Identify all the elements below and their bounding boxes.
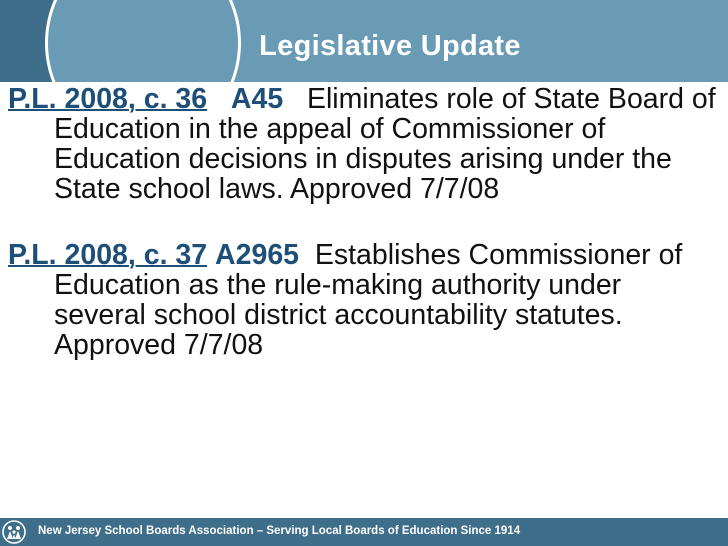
slide-title: Legislative Update xyxy=(259,30,521,62)
bill-number-2: A2965 xyxy=(215,239,300,271)
footer-text: New Jersey School Boards Association – Serving Local Boards of Education Since 1914 xyxy=(38,525,521,537)
legislation-entry-2 xyxy=(8,240,720,360)
slide-content xyxy=(8,84,720,396)
family-logo-icon xyxy=(2,520,26,544)
bill-number-1: A45 xyxy=(230,83,284,115)
citation-link-1[interactable]: P.L. 2008, c. 36 xyxy=(8,83,208,115)
legislation-entry-1 xyxy=(8,84,720,204)
slide-footer xyxy=(0,518,728,546)
slide-header xyxy=(0,0,728,82)
citation-link-2[interactable]: P.L. 2008, c. 37 xyxy=(8,239,208,271)
entry-description-2: Establishes Commissioner of Education as the rule-making authority under several school district accountability statutes. Approved 7/7/08 xyxy=(54,239,683,361)
entry-description-1: Eliminates role of State Board of Education in the appeal of Commissioner of Education decisions in disputes arising under the State school laws. Approved 7/7/08 xyxy=(54,83,716,205)
